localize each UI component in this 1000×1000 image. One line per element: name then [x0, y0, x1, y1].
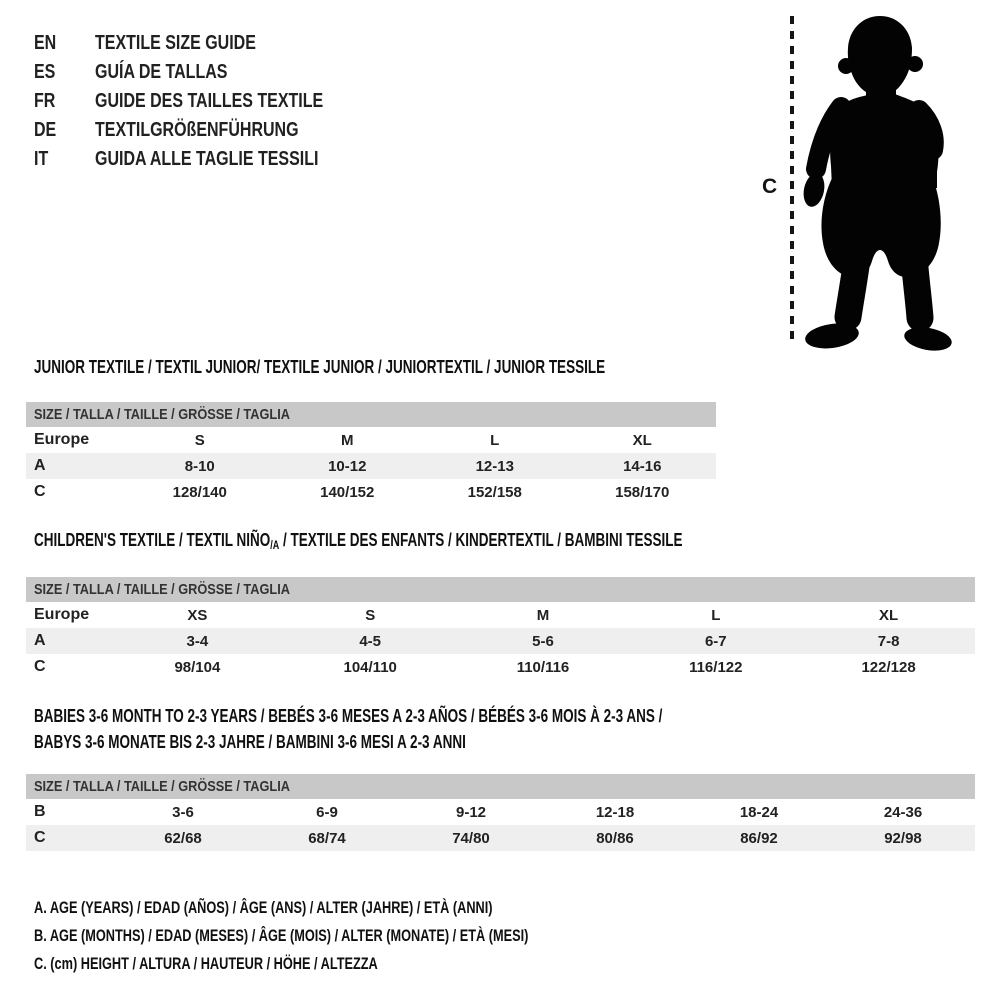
table-row: [26, 654, 975, 680]
language-row-en: [34, 29, 380, 58]
row-label: A: [34, 632, 46, 649]
language-row-fr: [34, 87, 380, 116]
age-cell: 12-18: [595, 803, 635, 821]
age-cell: 3-4: [186, 632, 209, 650]
size-cell: M: [341, 431, 354, 449]
note-age-months: B. AGE (MONTHS) / EDAD (MESES) / ÂGE (MOIS) / ALTER (MONATE) / ETÀ (MESI): [34, 926, 529, 945]
row-label: C: [34, 829, 46, 846]
age-cell: 24-36: [883, 803, 923, 821]
junior-section-title: JUNIOR TEXTILE / TEXTIL JUNIOR/ TEXTILE JUNIOR / JUNIORTEXTIL / JUNIOR TESSILE: [34, 357, 606, 377]
table-row: [26, 479, 716, 505]
height-cell: 116/122: [689, 658, 743, 676]
language-row-it: [34, 145, 380, 174]
age-cell: 18-24: [739, 803, 779, 821]
note-age-years: A. AGE (YEARS) / EDAD (AÑOS) / ÂGE (ANS) / ALTER (JAHRE) / ETÀ (ANNI): [34, 898, 493, 917]
row-label: A: [34, 457, 46, 474]
size-cell: S: [365, 606, 376, 624]
language-title: TEXTILE SIZE GUIDE: [95, 32, 256, 54]
table-row: [26, 453, 716, 479]
height-cell: 128/140: [172, 483, 227, 501]
age-cell: 10-12: [328, 457, 367, 475]
children-size-header: SIZE / TALLA / TAILLE / GRÖSSE / TAGLIA: [26, 577, 975, 602]
junior-size-table: [26, 402, 716, 505]
height-cell: 74/80: [452, 829, 490, 847]
height-cell: 110/116: [516, 658, 570, 676]
age-cell: 14-16: [623, 457, 662, 475]
table-row: [26, 825, 975, 851]
language-title: GUÍA DE TALLAS: [95, 61, 228, 83]
baby-silhouette-figure: [740, 0, 1000, 360]
age-cell: 12-13: [475, 457, 514, 475]
language-code: DE: [34, 119, 57, 141]
height-cell: 86/92: [740, 829, 778, 847]
height-cell: 92/98: [884, 829, 922, 847]
row-label: C: [34, 483, 46, 500]
height-cell: 80/86: [596, 829, 634, 847]
height-cell: 104/110: [343, 658, 397, 676]
height-cell: 98/104: [174, 658, 221, 676]
height-cell: 140/152: [320, 483, 375, 501]
nino-a-subscript: /A: [270, 538, 280, 552]
size-cell: L: [711, 606, 721, 624]
language-row-de: [34, 116, 380, 145]
babies-size-table: [26, 774, 975, 851]
table-row: [26, 602, 975, 628]
language-list: [34, 29, 380, 174]
language-title: GUIDE DES TAILLES TEXTILE: [95, 90, 324, 112]
children-size-table: [26, 577, 975, 680]
size-cell: S: [194, 431, 205, 449]
language-row-es: [34, 58, 380, 87]
height-cell: 62/68: [164, 829, 202, 847]
size-cell: L: [490, 431, 500, 449]
children-section-title: CHILDREN'S TEXTILE / TEXTIL NIÑO/A / TEXTILE DES ENFANTS / KINDERTEXTIL / BAMBINI TESSILE: [34, 530, 683, 552]
age-cell: 6-7: [704, 632, 727, 650]
age-cell: 9-12: [455, 803, 487, 821]
height-label: C: [762, 175, 778, 198]
size-cell: XL: [879, 606, 899, 624]
baby-figure: [740, 0, 1000, 360]
age-cell: 4-5: [359, 632, 382, 650]
language-code: FR: [34, 90, 56, 112]
language-title: TEXTILGRÖßENFÜHRUNG: [95, 119, 299, 141]
size-cell: XS: [187, 606, 208, 624]
row-label: Europe: [34, 606, 90, 623]
language-code: EN: [34, 32, 57, 54]
table-row: [26, 628, 975, 654]
table-row: [26, 799, 975, 825]
language-title: GUIDA ALLE TAGLIE TESSILI: [95, 148, 319, 170]
language-code: IT: [34, 148, 49, 170]
babies-section-title-line1: BABIES 3-6 MONTH TO 2-3 YEARS / BEBÉS 3-6 MESES A 2-3 AÑOS / BÉBÉS 3-6 MOIS À 2-3 ANS /: [34, 706, 663, 726]
row-label: B: [34, 803, 46, 820]
height-cell: 68/74: [308, 829, 346, 847]
row-label: C: [34, 658, 46, 675]
age-cell: 7-8: [877, 632, 900, 650]
note-height-cm: C. (cm) HEIGHT / ALTURA / HAUTEUR / HÖHE / ALTEZZA: [34, 954, 378, 973]
age-cell: 3-6: [172, 803, 194, 821]
height-cell: 158/170: [615, 483, 670, 501]
junior-size-header: SIZE / TALLA / TAILLE / GRÖSSE / TAGLIA: [26, 402, 716, 427]
height-cell: 122/128: [861, 658, 916, 676]
babies-size-header: SIZE / TALLA / TAILLE / GRÖSSE / TAGLIA: [26, 774, 975, 799]
row-label: Europe: [34, 431, 90, 448]
size-cell: XL: [632, 431, 652, 449]
legend-notes: [34, 894, 693, 978]
size-cell: M: [536, 606, 550, 624]
language-code: ES: [34, 61, 56, 83]
table-row: [26, 427, 716, 453]
baby-silhouette: [801, 16, 954, 354]
babies-section-title-line2: BABYS 3-6 MONATE BIS 2-3 JAHRE / BAMBINI 3-6 MESI A 2-3 ANNI: [34, 732, 466, 752]
age-cell: 6-9: [316, 803, 338, 821]
height-cell: 152/158: [467, 483, 522, 501]
age-cell: 8-10: [184, 457, 215, 475]
age-cell: 5-6: [532, 632, 554, 650]
